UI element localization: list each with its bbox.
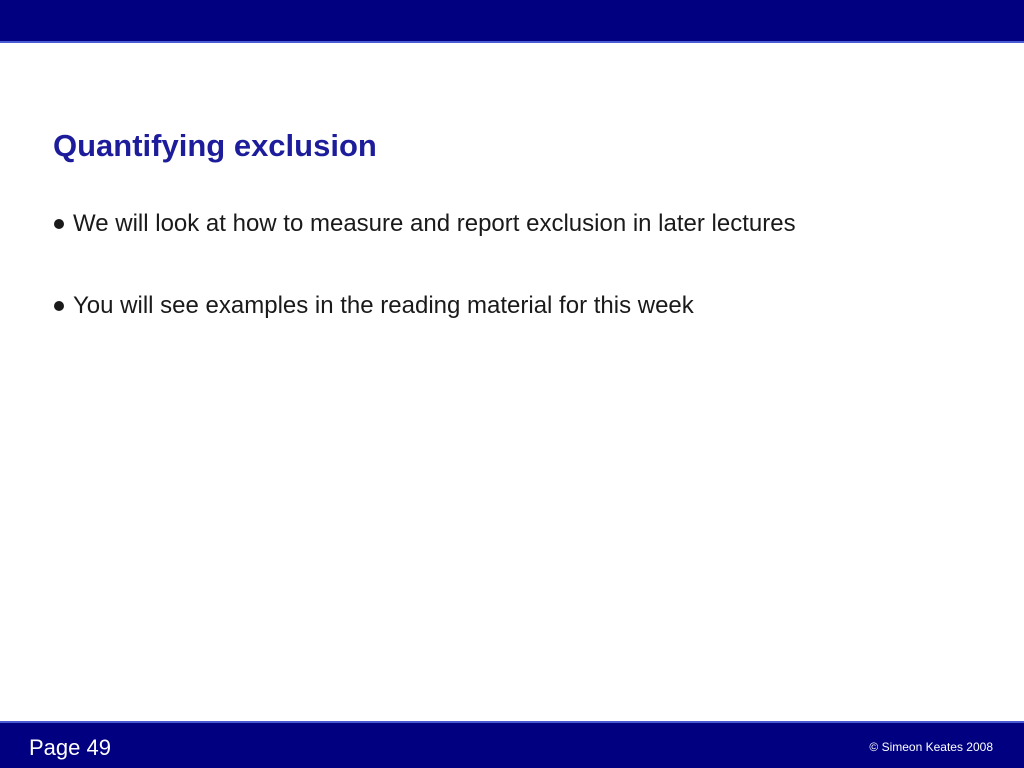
top-banner	[0, 0, 1024, 41]
page-number: Page 49	[29, 735, 111, 760]
slide-title: Quantifying exclusion	[53, 128, 377, 163]
bullet-text: You will see examples in the reading material for this week	[73, 292, 694, 319]
copyright-notice: © Simeon Keates 2008	[869, 740, 993, 754]
top-banner-rule	[0, 41, 1024, 43]
bullet-icon	[54, 301, 64, 311]
bullet-text: We will look at how to measure and report exclusion in later lectures	[73, 210, 796, 237]
bullet-list	[54, 210, 796, 374]
bullet-item	[54, 292, 796, 374]
bullet-item	[54, 210, 796, 292]
bullet-icon	[54, 219, 64, 229]
